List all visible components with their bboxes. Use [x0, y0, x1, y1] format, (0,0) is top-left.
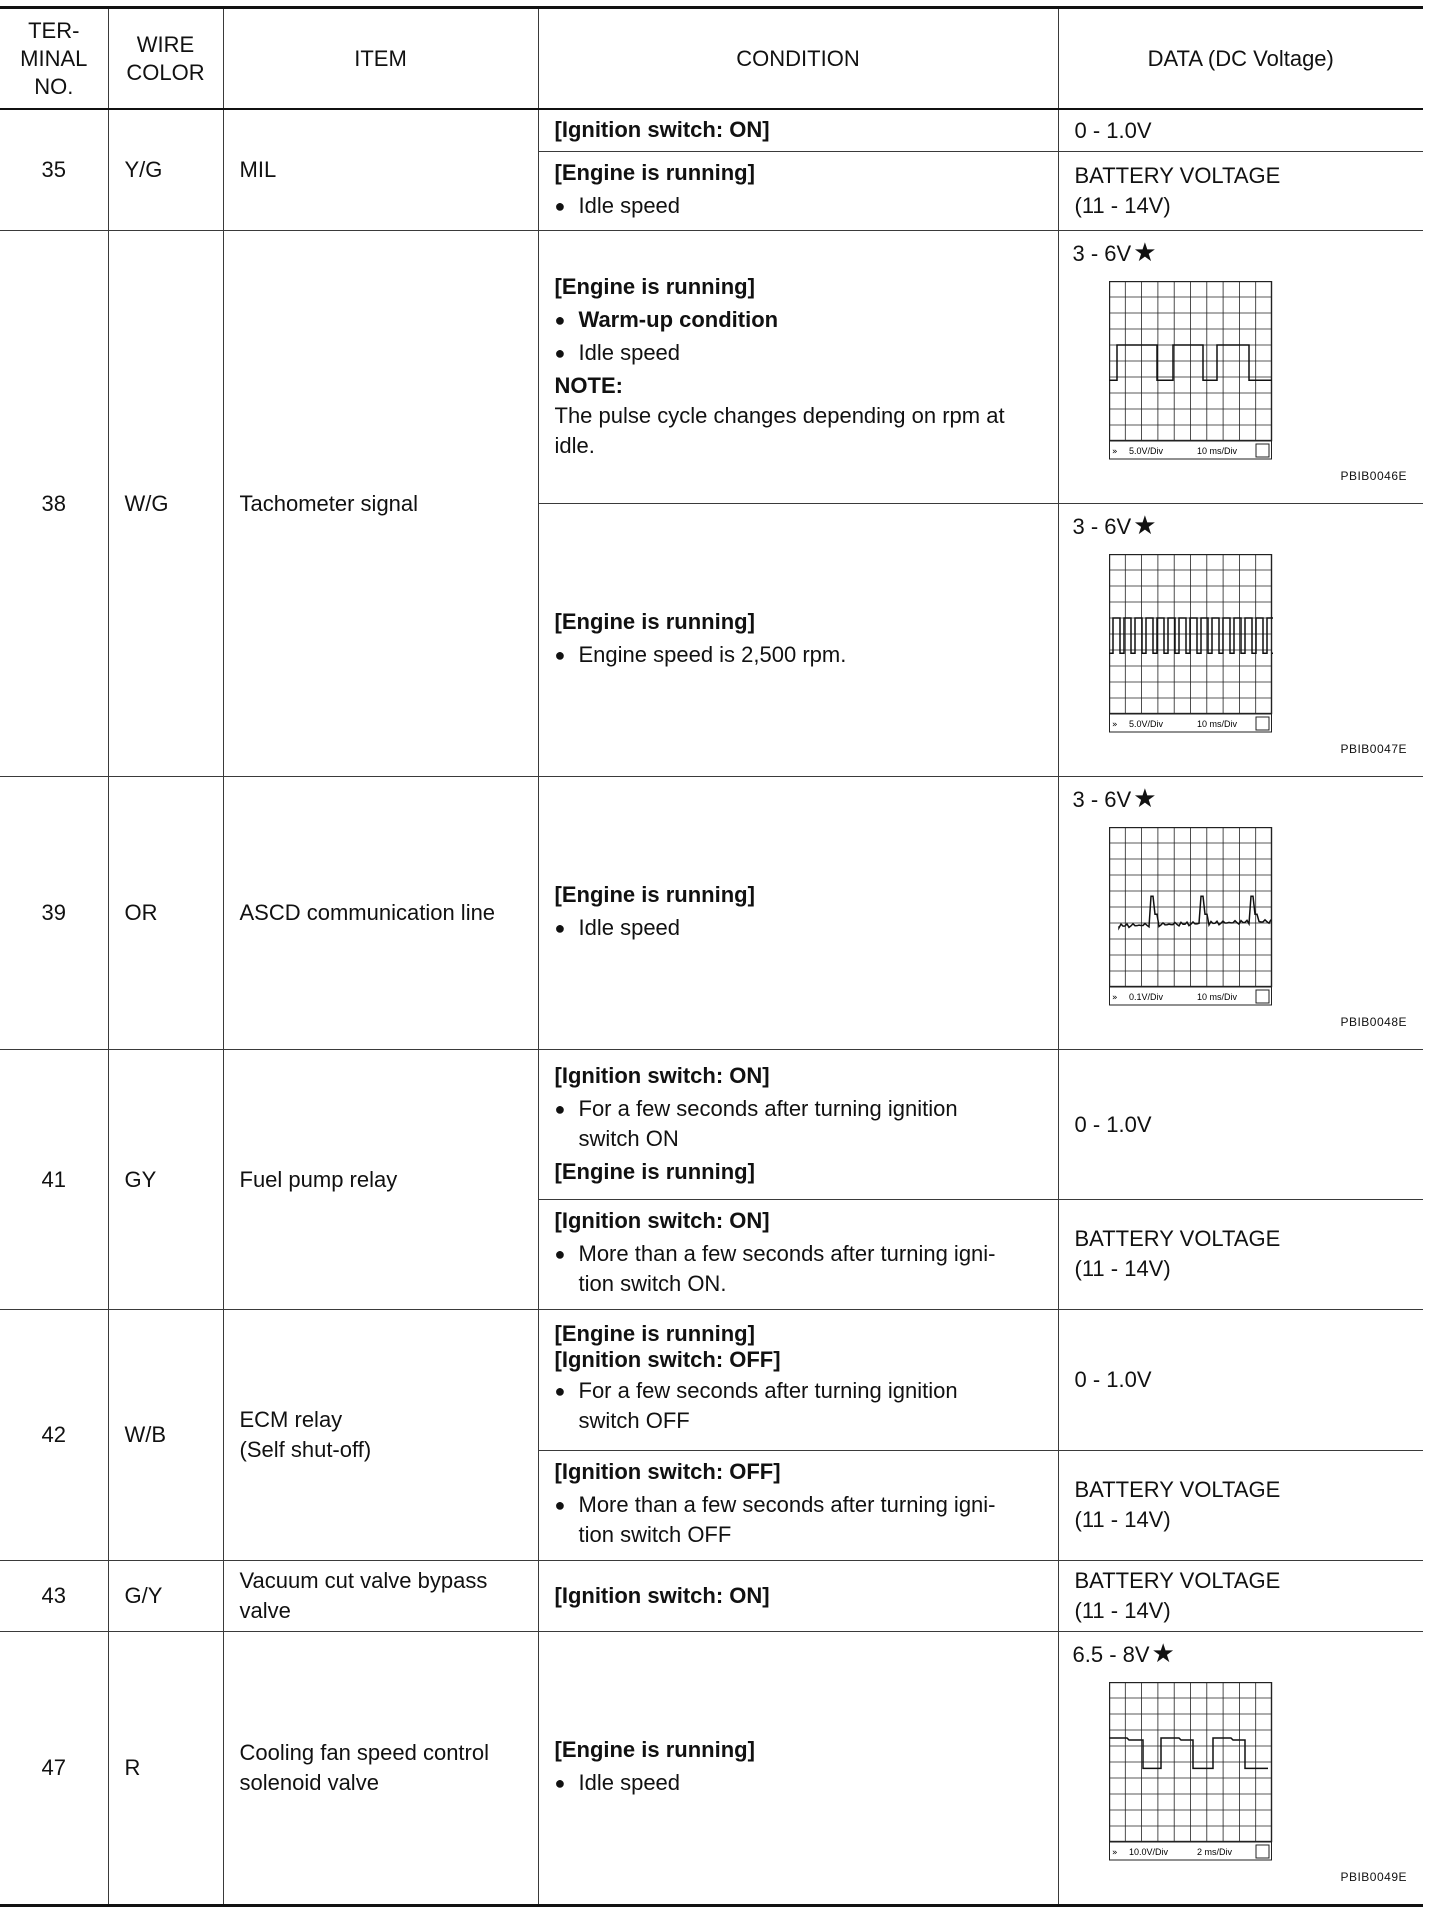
condition-heading: [Ignition switch: OFF]: [554, 1459, 781, 1484]
wire-color: G/Y: [108, 1560, 223, 1631]
data-line: (11 - 14V): [1074, 1507, 1171, 1532]
bullet-text: Idle speed: [578, 1769, 681, 1795]
terminal-no: 35: [0, 109, 108, 230]
forward-icon: »: [1111, 1847, 1118, 1858]
item-line: Vacuum cut valve bypass: [239, 1567, 488, 1593]
header-terminal-line1: TER-: [28, 17, 80, 43]
item-name: Fuel pump relay: [223, 1049, 538, 1309]
data-value: [1058, 151, 1423, 230]
condition-bullet: [555, 913, 1042, 943]
data-value: 0 - 1.0V: [1058, 109, 1423, 151]
header-data: DATA (DC Voltage): [1058, 8, 1423, 110]
figure-code: PBIB0049E: [1340, 1869, 1407, 1884]
condition-heading: [Engine is running]: [554, 608, 755, 634]
table-row: [0, 230, 1423, 503]
scope-scale-label: 5.0V/Div: [1128, 718, 1163, 729]
terminal-no: 41: [0, 1049, 108, 1309]
condition-cell: [538, 230, 1058, 503]
condition-heading: [Engine is running]: [554, 881, 755, 907]
oscilloscope-icon: [1109, 554, 1273, 738]
data-value: [1058, 1450, 1423, 1560]
voltage-label: 6.5 - 8V★: [1072, 1637, 1175, 1668]
terminal-no: 43: [0, 1560, 108, 1631]
table-row: [0, 1560, 1423, 1631]
bullet-icon: ●: [554, 644, 566, 665]
voltage-label: 3 - 6V★: [1072, 236, 1157, 267]
condition-heading: [Engine is running]: [554, 1320, 755, 1346]
item-name: [223, 1560, 538, 1631]
bullet-icon: ●: [554, 195, 566, 216]
data-value: [1058, 1560, 1423, 1631]
data-value: 0 - 1.0V: [1058, 1309, 1423, 1450]
bullet-icon: ●: [554, 917, 566, 938]
condition-bullet: [555, 338, 1042, 368]
waveform-panel: [1059, 504, 1424, 776]
bullet-icon: ●: [554, 343, 566, 363]
header-condition: CONDITION: [538, 8, 1058, 110]
item-name: Tachometer signal: [223, 230, 538, 776]
waveform-panel: [1059, 777, 1424, 1049]
figure-code: PBIB0046E: [1340, 468, 1407, 483]
header-wire-line1: WIRE: [136, 31, 195, 57]
data-waveform-cell: [1058, 776, 1423, 1049]
note-heading: NOTE:: [554, 373, 623, 398]
condition-cell: [538, 1199, 1058, 1309]
condition-cell: [538, 1309, 1058, 1450]
item-name: ASCD communication line: [223, 776, 538, 1049]
scope-scale-label: 10.0V/Div: [1128, 1846, 1168, 1857]
condition-heading: [Engine is running]: [554, 1159, 755, 1184]
table-header-row: [0, 8, 1423, 110]
bullet-icon: ●: [554, 1495, 566, 1515]
condition-bullet: [555, 305, 1042, 335]
voltage-label: 3 - 6V★: [1072, 782, 1157, 813]
condition-bullet: [555, 1376, 1042, 1436]
condition-heading: [Ignition switch: ON]: [554, 1063, 770, 1088]
header-terminal-line3: NO.: [34, 73, 74, 99]
table-row: [0, 1049, 1423, 1199]
condition-cell: [538, 503, 1058, 776]
condition-heading: [Engine is running]: [554, 159, 755, 185]
table-row: [0, 109, 1423, 151]
data-waveform-cell: [1058, 1631, 1423, 1905]
item-name: MIL: [223, 109, 538, 230]
condition-bullet: [555, 1768, 1042, 1798]
forward-icon: »: [1111, 446, 1118, 457]
condition-bullet: [555, 640, 1042, 670]
terminal-no: 42: [0, 1309, 108, 1560]
bullet-text: Idle speed: [578, 192, 681, 218]
wire-color: GY: [108, 1049, 223, 1309]
waveform-trace: [1109, 618, 1273, 653]
bullet-icon: ●: [554, 310, 566, 330]
forward-icon: »: [1111, 992, 1118, 1003]
terminal-no: 47: [0, 1631, 108, 1905]
wire-color: W/G: [108, 230, 223, 776]
condition-heading: [Ignition switch: ON]: [554, 1582, 770, 1608]
data-line: (11 - 14V): [1074, 1597, 1171, 1623]
ecm-terminal-table: [0, 6, 1423, 1907]
condition-bullet: [555, 1490, 1042, 1550]
figure-code: PBIB0047E: [1340, 741, 1407, 756]
item-line: solenoid valve: [239, 1769, 379, 1795]
table-row: [0, 1631, 1423, 1905]
scope-scale-label: 5.0V/Div: [1128, 445, 1163, 456]
data-line: BATTERY VOLTAGE: [1074, 1567, 1281, 1593]
voltage-label: 3 - 6V★: [1072, 509, 1157, 540]
condition-cell: [538, 1049, 1058, 1199]
data-line: BATTERY VOLTAGE: [1074, 1477, 1281, 1502]
item-line: valve: [239, 1597, 291, 1623]
note-text: idle.: [554, 433, 595, 458]
bullet-text: More than a few seconds after turning igni-: [578, 1492, 996, 1517]
data-line: (11 - 14V): [1074, 192, 1171, 218]
waveform-panel: [1059, 231, 1424, 503]
oscilloscope-icon: [1109, 281, 1273, 465]
note-text: The pulse cycle changes depending on rpm at: [554, 403, 1005, 428]
waveform-trace: [1109, 1738, 1268, 1768]
waveform-panel: [1059, 1632, 1424, 1904]
terminal-no: 39: [0, 776, 108, 1049]
bullet-text: Idle speed: [578, 340, 681, 365]
bullet-text: Engine speed is 2,500 rpm.: [578, 641, 847, 667]
condition-bullet: [555, 1239, 1042, 1299]
data-waveform-cell: [1058, 503, 1423, 776]
bullet-text: switch ON: [578, 1126, 679, 1151]
header-terminal-line2: MINAL: [20, 45, 88, 71]
condition-heading: [Ignition switch: ON]: [554, 117, 770, 143]
bullet-text: switch OFF: [578, 1407, 690, 1433]
bullet-text: For a few seconds after turning ignition: [578, 1096, 958, 1121]
wire-color: W/B: [108, 1309, 223, 1560]
wire-color: R: [108, 1631, 223, 1905]
condition-heading: [Ignition switch: ON]: [554, 1208, 770, 1233]
terminal-no: 38: [0, 230, 108, 776]
figure-code: PBIB0048E: [1340, 1014, 1407, 1029]
star-icon: ★: [1133, 509, 1157, 540]
item-line: Cooling fan speed control: [239, 1739, 489, 1765]
data-line: BATTERY VOLTAGE: [1074, 1226, 1281, 1251]
data-line: (11 - 14V): [1074, 1256, 1171, 1281]
star-icon: ★: [1133, 782, 1157, 813]
forward-icon: »: [1111, 719, 1118, 730]
bullet-icon: ●: [554, 1244, 566, 1264]
bullet-icon: ●: [554, 1099, 566, 1119]
bullet-text: Warm-up condition: [578, 307, 779, 332]
scope-scale-label: 0.1V/Div: [1128, 991, 1163, 1002]
header-item: ITEM: [223, 8, 538, 110]
condition-cell: [538, 776, 1058, 1049]
condition-bullet: [555, 1094, 1042, 1154]
item-line: (Self shut-off): [239, 1436, 372, 1462]
table-row: [0, 776, 1423, 1049]
condition-cell: [538, 1631, 1058, 1905]
data-waveform-cell: [1058, 230, 1423, 503]
star-icon: ★: [1133, 236, 1157, 267]
data-line: BATTERY VOLTAGE: [1074, 162, 1281, 188]
oscilloscope-icon: [1109, 1682, 1273, 1866]
bullet-text: More than a few seconds after turning igni-: [578, 1241, 996, 1266]
bullet-text: tion switch OFF: [578, 1522, 732, 1547]
item-name: [223, 1309, 538, 1560]
wire-color: OR: [108, 776, 223, 1049]
wire-color: Y/G: [108, 109, 223, 230]
condition-heading: [Engine is running]: [554, 274, 755, 299]
table-row: [0, 1309, 1423, 1450]
bullet-icon: ●: [554, 1380, 566, 1401]
data-value: [1058, 1199, 1423, 1309]
item-line: ECM relay: [239, 1406, 343, 1432]
data-value: 0 - 1.0V: [1058, 1049, 1423, 1199]
scope-time-label: 10 ms/Div: [1196, 991, 1237, 1002]
condition-cell: [538, 109, 1058, 151]
bullet-text: For a few seconds after turning ignition: [578, 1377, 958, 1403]
condition-heading: [Engine is running]: [554, 1736, 755, 1762]
scope-time-label: 2 ms/Div: [1196, 1846, 1232, 1857]
bullet-text: Idle speed: [578, 914, 681, 940]
condition-heading: [Ignition switch: OFF]: [554, 1346, 781, 1372]
scope-time-label: 10 ms/Div: [1196, 718, 1237, 729]
condition-cell: [538, 1560, 1058, 1631]
terminal-data-table: [0, 6, 1423, 1907]
star-icon: ★: [1151, 1637, 1175, 1668]
header-terminal-no: [0, 8, 108, 110]
bullet-text: tion switch ON.: [578, 1271, 727, 1296]
condition-cell: [538, 1450, 1058, 1560]
item-name: [223, 1631, 538, 1905]
oscilloscope-icon: [1109, 827, 1273, 1011]
header-wire-line2: COLOR: [126, 59, 205, 85]
bullet-icon: ●: [554, 1772, 566, 1793]
condition-bullet: [555, 191, 1042, 221]
condition-cell: [538, 151, 1058, 230]
header-wire-color: [108, 8, 223, 110]
scope-time-label: 10 ms/Div: [1196, 445, 1237, 456]
